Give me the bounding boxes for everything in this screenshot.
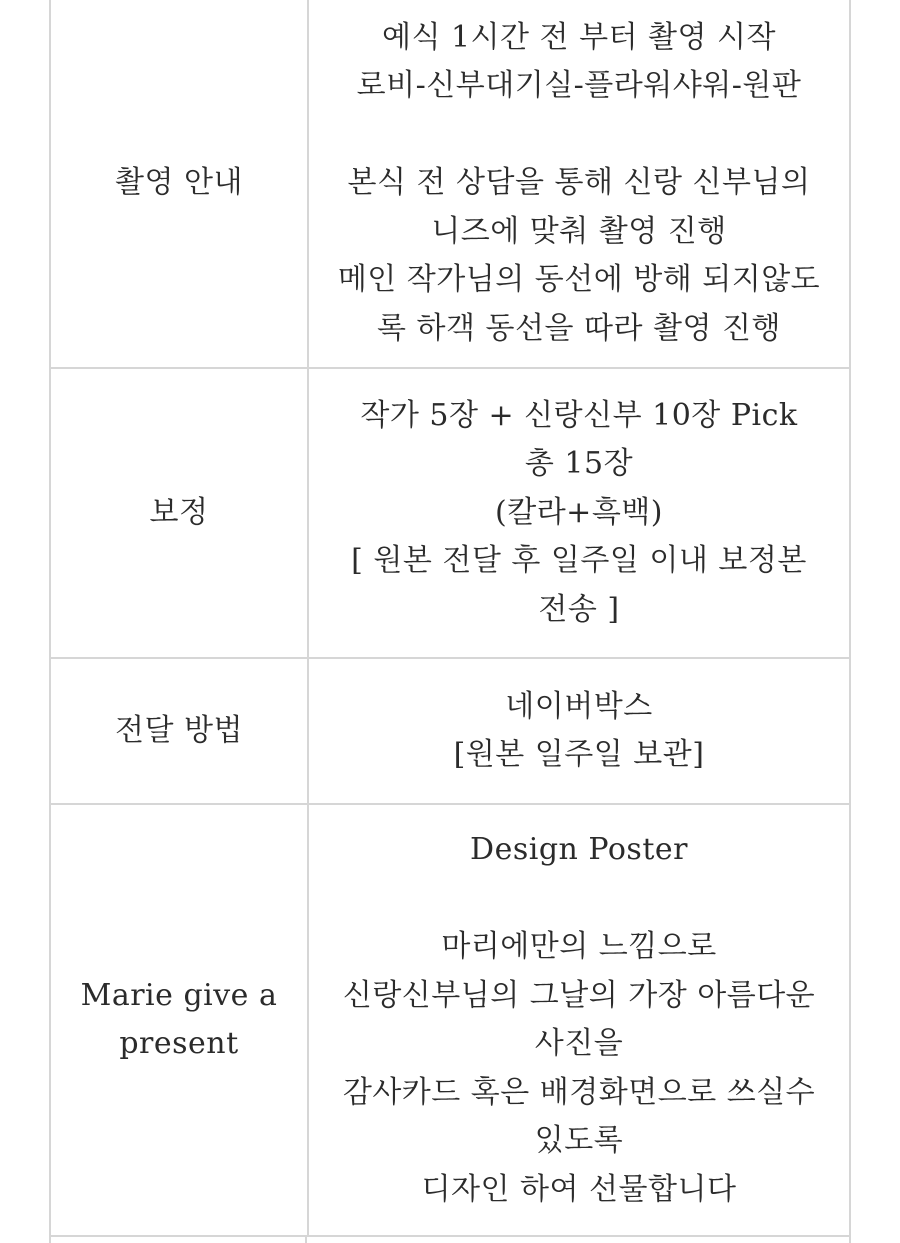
content-line: 니즈에 맞춰 촬영 진행: [431, 213, 727, 249]
content-line: 전송 ]: [538, 591, 620, 627]
row-content-marie-present: [308, 804, 850, 1236]
content-line: 작가 5장 + 신랑신부 10장 Pick: [360, 397, 798, 433]
content-line: 신랑신부님의 그날의 가장 아름다운: [342, 977, 816, 1013]
row-label-retouching: [50, 368, 308, 658]
table-row-marie-present: [50, 804, 850, 1236]
content-line: 록 하객 동선을 따라 촬영 진행: [377, 310, 781, 346]
row-label-delivery-method: [50, 658, 308, 804]
row-label-marie-present: [50, 804, 308, 1236]
row-content-retouching: [308, 368, 850, 658]
column-border: [849, 1236, 851, 1243]
content-line: 메인 작가님의 동선에 방해 되지않도: [337, 262, 821, 298]
content-line: 있도록: [534, 1123, 624, 1158]
wedding-photo-info-table: [49, 0, 851, 1237]
content-line: 감사카드 혹은 배경화면으로 쓰실수: [342, 1074, 816, 1110]
content-line: 로비-신부대기실-플라워샤워-원판: [356, 68, 802, 104]
content-line: 사진을: [534, 1026, 624, 1061]
table-row-delivery-method: [50, 658, 850, 804]
label-line: present: [119, 1026, 239, 1061]
blank-line: [319, 875, 839, 924]
label-line: 촬영 안내: [115, 165, 243, 201]
content-line: 예식 1시간 전 부터 촬영 시작: [381, 19, 777, 55]
info-table-container: [49, 0, 851, 1237]
content-line: 총 15장: [524, 446, 634, 482]
blank-line: [319, 111, 839, 160]
next-row-edge: [49, 1236, 851, 1243]
row-content-delivery-method: [308, 658, 850, 804]
content-line: 네이버박스: [505, 688, 653, 724]
label-line: 전달 방법: [115, 712, 243, 748]
content-line: (칼라+흑백): [495, 494, 663, 530]
content-line: [원본 일주일 보관]: [453, 737, 705, 772]
row-content-shooting-guide: [308, 0, 850, 368]
column-border: [305, 1236, 307, 1243]
label-line: 보정: [149, 494, 209, 530]
content-line: [ 원본 전달 후 일주일 이내 보정본: [351, 543, 807, 579]
table-row-retouching: [50, 368, 850, 658]
content-line: Design Poster: [470, 832, 688, 867]
content-line: 마리에만의 느낌으로: [441, 929, 717, 964]
content-line: 본식 전 상담을 통해 신랑 신부님의: [347, 165, 811, 201]
table-row-shooting-guide: [50, 0, 850, 368]
column-border: [49, 1236, 51, 1243]
label-line: Marie give a: [80, 977, 278, 1013]
row-label-shooting-guide: [50, 0, 308, 368]
content-line: 디자인 하여 선물합니다: [421, 1171, 737, 1207]
